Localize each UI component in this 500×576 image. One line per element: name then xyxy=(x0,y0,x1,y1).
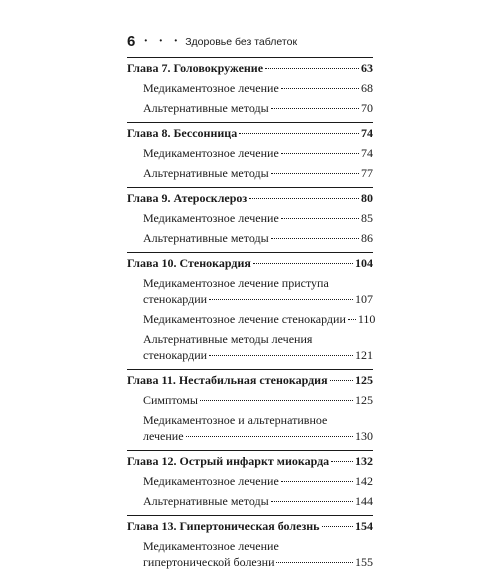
section-entry[interactable] xyxy=(127,275,373,307)
toc-chapter xyxy=(127,122,373,187)
section-title: Медикаментозное лечение xyxy=(143,211,279,225)
section-page-number: 85 xyxy=(361,211,373,225)
chapter-title: Глава 12. Острый инфаркт миокарда xyxy=(127,454,330,468)
dot-leader xyxy=(200,400,353,401)
chapter-title: Глава 9. Атеросклероз xyxy=(127,191,248,205)
section-entry[interactable] xyxy=(127,210,373,226)
running-head xyxy=(127,33,297,50)
dot-leader xyxy=(271,501,353,502)
section-page-number: 86 xyxy=(361,231,373,245)
section-entry[interactable] xyxy=(127,538,373,570)
chapter-page-number: 74 xyxy=(361,126,373,140)
dot-leader xyxy=(281,218,359,219)
section-entry[interactable] xyxy=(127,412,373,444)
section-page-number: 107 xyxy=(355,292,373,306)
dot-leader xyxy=(348,319,356,320)
section-entry[interactable] xyxy=(127,473,373,489)
chapter-page-number: 154 xyxy=(355,519,373,533)
section-entry[interactable] xyxy=(127,230,373,246)
chapter-entry[interactable] xyxy=(127,372,373,388)
dot-leader xyxy=(281,153,359,154)
section-entry[interactable] xyxy=(127,331,373,363)
section-title: Медикаментозное лечение приступа xyxy=(143,276,329,290)
section-title: Медикаментозное лечение стенокардии xyxy=(143,312,346,326)
chapter-entry[interactable] xyxy=(127,453,373,469)
section-title-continued: стенокардии xyxy=(143,348,208,362)
section-title: Медикаментозное лечение xyxy=(143,146,279,160)
section-page-number: 142 xyxy=(355,474,373,488)
chapter-entry[interactable] xyxy=(127,518,373,534)
dot-leader xyxy=(281,481,353,482)
dot-leader xyxy=(271,173,359,174)
toc-chapter xyxy=(127,57,373,122)
dot-leader xyxy=(331,461,353,462)
dot-leader xyxy=(271,108,359,109)
chapter-page-number: 80 xyxy=(361,191,373,205)
chapter-title: Глава 10. Стенокардия xyxy=(127,256,251,270)
dot-leader xyxy=(281,88,359,89)
section-entry[interactable] xyxy=(127,100,373,116)
section-title: Медикаментозное лечение xyxy=(143,539,279,553)
section-page-number: 125 xyxy=(355,393,373,407)
table-of-contents xyxy=(127,57,376,576)
section-title: Альтернативные методы xyxy=(143,231,269,245)
dot-leader xyxy=(265,68,359,69)
section-page-number: 155 xyxy=(355,555,373,569)
section-page-number: 68 xyxy=(361,81,373,95)
section-entry[interactable] xyxy=(127,493,373,509)
ornament-dots: • • • xyxy=(144,36,183,45)
section-page-number: 110 xyxy=(357,312,376,326)
dot-leader xyxy=(330,380,353,381)
chapter-title: Глава 8. Бессонница xyxy=(127,126,238,140)
toc-chapter xyxy=(127,515,373,576)
chapter-title: Глава 11. Нестабильная стенокардия xyxy=(127,373,328,387)
dot-leader xyxy=(271,238,359,239)
section-entry[interactable] xyxy=(127,80,373,96)
section-page-number: 144 xyxy=(355,494,373,508)
section-title: Медикаментозное лечение xyxy=(143,474,279,488)
section-entry[interactable] xyxy=(127,311,376,327)
chapter-page-number: 104 xyxy=(355,256,373,270)
dot-leader xyxy=(253,263,353,264)
section-title: Альтернативные методы лечения xyxy=(143,332,313,346)
section-page-number: 130 xyxy=(355,429,373,443)
chapter-page-number: 125 xyxy=(355,373,373,387)
dot-leader xyxy=(276,562,353,563)
page-number: 6 xyxy=(127,33,136,50)
section-title-continued: гипертонической болезни xyxy=(143,555,275,569)
toc-chapter xyxy=(127,187,373,252)
dot-leader xyxy=(209,355,353,356)
section-entry[interactable] xyxy=(127,145,373,161)
chapter-entry[interactable] xyxy=(127,255,373,271)
dot-leader xyxy=(322,526,353,527)
dot-leader xyxy=(186,436,353,437)
chapter-entry[interactable] xyxy=(127,190,373,206)
dot-leader xyxy=(239,133,359,134)
toc-chapter xyxy=(127,252,376,369)
section-entry[interactable] xyxy=(127,165,373,181)
section-title-continued: лечение xyxy=(143,429,184,443)
chapter-page-number: 132 xyxy=(355,454,373,468)
dot-leader xyxy=(249,198,359,199)
section-title: Альтернативные методы xyxy=(143,166,269,180)
section-page-number: 74 xyxy=(361,146,373,160)
book-title: Здоровье без таблеток xyxy=(185,35,298,48)
section-title-continued: стенокардии xyxy=(143,292,208,306)
chapter-title: Глава 13. Гипертоническая болезнь xyxy=(127,519,320,533)
chapter-page-number: 63 xyxy=(361,61,373,75)
dot-leader xyxy=(209,299,353,300)
section-title: Медикаментозное лечение xyxy=(143,81,279,95)
section-title: Медикаментозное и альтернативное xyxy=(143,413,328,427)
toc-chapter xyxy=(127,369,373,450)
section-page-number: 77 xyxy=(361,166,373,180)
toc-chapter xyxy=(127,450,373,515)
chapter-entry[interactable] xyxy=(127,125,373,141)
section-entry[interactable] xyxy=(127,392,373,408)
section-title: Симптомы xyxy=(143,393,198,407)
chapter-entry[interactable] xyxy=(127,60,373,76)
chapter-title: Глава 7. Головокружение xyxy=(127,61,264,75)
section-page-number: 121 xyxy=(355,348,373,362)
section-title: Альтернативные методы xyxy=(143,101,269,115)
section-title: Альтернативные методы xyxy=(143,494,269,508)
section-page-number: 70 xyxy=(361,101,373,115)
